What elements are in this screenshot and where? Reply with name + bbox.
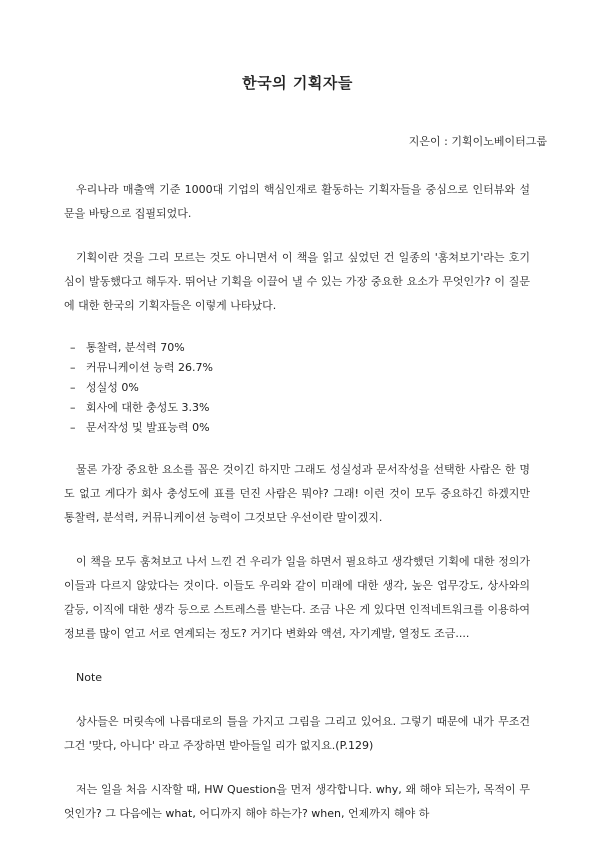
survey-result-list bbox=[64, 338, 530, 438]
intro-paragraph: 우리나라 매출액 기준 1000대 기업의 핵심인재로 활동하는 기획자들을 중심으로 인터뷰와 설문을 바탕으로 집필되었다. bbox=[64, 183, 530, 220]
author-line: 지은이 : 기획이노베이터그룹 bbox=[408, 135, 547, 148]
list-marker: – bbox=[70, 341, 76, 354]
list-marker: – bbox=[70, 401, 76, 414]
document-body bbox=[64, 178, 530, 826]
commentary-paragraph: 물론 가장 중요한 요소를 꼽은 것이긴 하지만 그래도 성실성과 문서작성을 선택한 사람은 한 명도 없고 게다가 회사 충성도에 표를 던진 사람은 뭐야? 그래! 이런 것이 모두 중요하긴 하겠지만 통찰력, 분석력, 커뮤니케이션 능력이 그것보단 우선이란 말이겠지. bbox=[64, 463, 530, 524]
note-quote-2: 저는 일을 처음 시작할 때, HW Question을 먼저 생각합니다. why, 왜 해야 되는가, 목적이 무엇인가? 그 다음에는 what, 어디까지 해야 하는가? when, 언제까지 해야 하 bbox=[64, 783, 530, 820]
question-paragraph: 기획이란 것을 그리 모르는 것도 아니면서 이 책을 읽고 싶었던 건 일종의 '훔쳐보기'라는 호기심이 발동했다고 해두자. 뛰어난 기획을 이끌어 낼 수 있는 가장 중요한 요소가 무엇인가? 이 질문에 대한 한국의 기획자들은 이렇게 나타났다. bbox=[64, 251, 530, 312]
list-item: – 커뮤니케이션 능력 26.7% bbox=[64, 358, 530, 378]
list-marker: – bbox=[70, 421, 76, 434]
list-item: – 문서작성 및 발표능력 0% bbox=[64, 418, 530, 438]
note-quote-1: 상사들은 머릿속에 나름대로의 틀을 가지고 그림을 그리고 있어요. 그렇기 때문에 내가 무조건 그건 '맞다, 아니다' 라고 주장하면 받아들일 리가 없지요.(P.129) bbox=[64, 715, 530, 752]
document-title: 한국의 기획자들 bbox=[242, 74, 353, 92]
list-marker: – bbox=[70, 381, 76, 394]
list-item: – 회사에 대한 충성도 3.3% bbox=[64, 398, 530, 418]
list-item: – 성실성 0% bbox=[64, 378, 530, 398]
list-marker: – bbox=[70, 361, 76, 374]
list-item: – 통찰력, 분석력 70% bbox=[64, 338, 530, 358]
note-heading: Note bbox=[76, 671, 103, 684]
reflection-paragraph: 이 책을 모두 훔쳐보고 나서 느낀 건 우리가 일을 하면서 필요하고 생각했던 기획에 대한 정의가 이들과 다르지 않았다는 것이다. 이들도 우리와 같이 미래에 대한 생각, 높은 업무강도, 상사와의 갈등, 이직에 대한 생각 등으로 스트레스를 받는다. 조금 나은 게 있다면 인적네트워크를 이용하여 정보를 많이 얻고 서로 연계되는 정도? 거기다 변화와 액션, 자기계발, 열정도 조금.... bbox=[64, 555, 530, 640]
